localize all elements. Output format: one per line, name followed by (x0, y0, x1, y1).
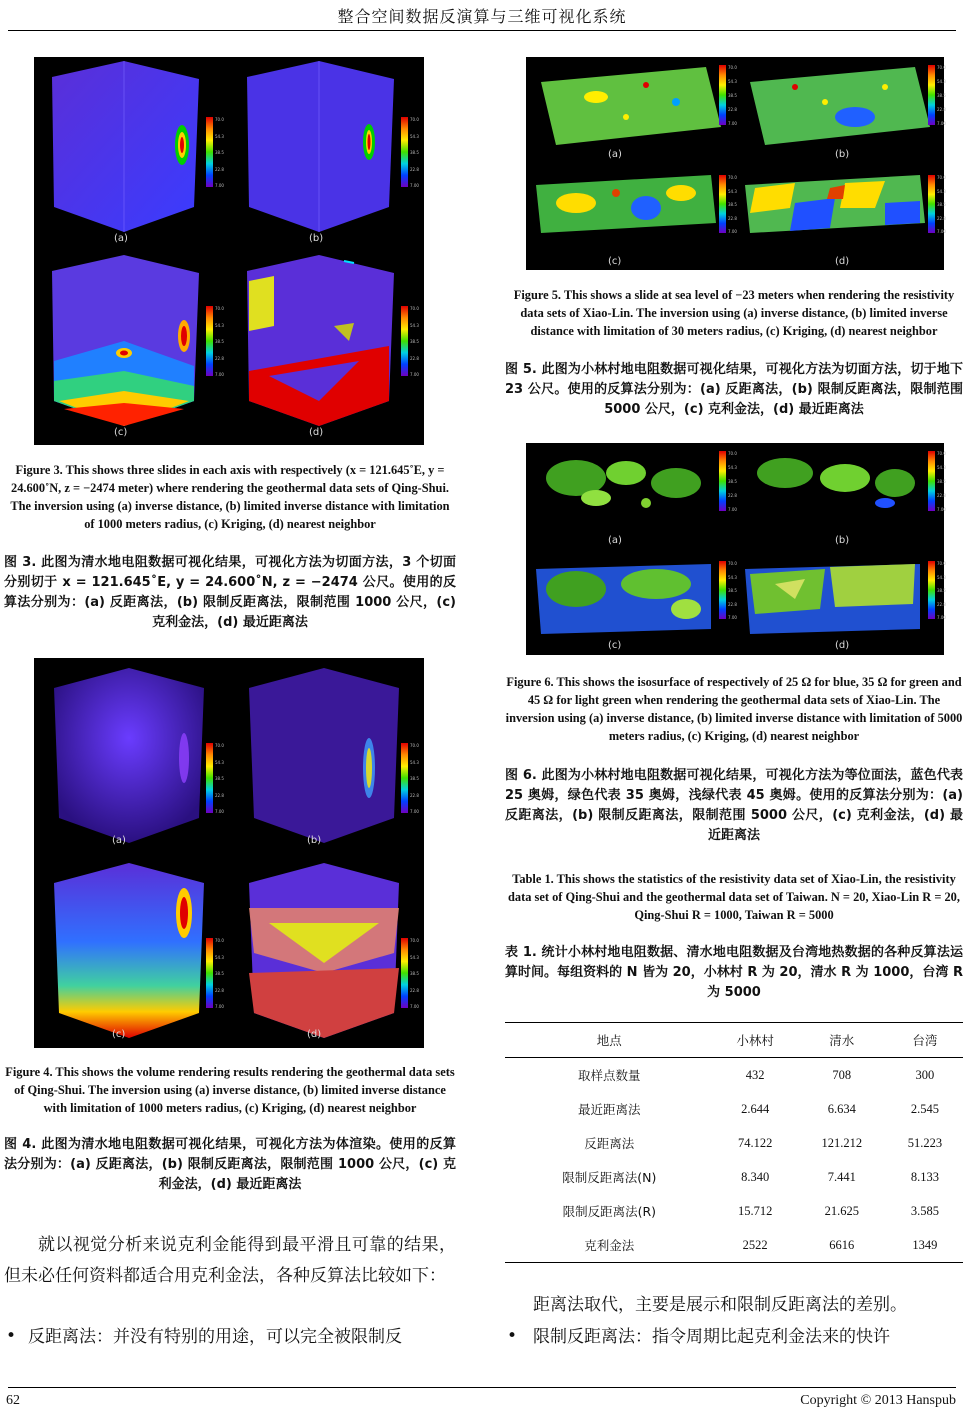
colorbar-tick-label: 54.3 (410, 759, 419, 765)
table-header-cell: 地点 (505, 1023, 714, 1058)
colorbar-tick-label: 7.00 (410, 809, 419, 814)
table-row (505, 1228, 963, 1263)
figure-5a-render (526, 57, 735, 163)
header-rule (8, 30, 956, 31)
figure-3d-render (229, 251, 424, 445)
figure-3c-label: (c) (114, 427, 128, 438)
figure-3b-cube (229, 57, 424, 251)
colorbar-tick-label: 38.5 (215, 339, 224, 344)
table-1-caption-zh: 表 1. 统计小林村地电阻数据、清水地电阻数据及台湾地热数据的各种反算法运算时间。每组资料的 N 皆为 20，小林村 R 为 20，清水 R 为 1000，台湾 R 为 5000 (505, 945, 963, 1000)
colorbar-tick-label: 54.3 (215, 954, 224, 960)
colorbar-tick-label: 38.5 (728, 93, 737, 98)
figure-6c-isosurface (526, 549, 735, 655)
figure-5-caption-en: Figure 5. This shows a slide at sea level of −23 meters when rendering the resistivity data sets of Xiao-Lin. The inversion using (a) inverse distance, (b) limited inverse distance with limitation of 30 meters radius, (c) Kriging, (d) nearest neighbor (513, 288, 955, 338)
colorbar-tick-label: 38.5 (728, 202, 737, 207)
table-cell: 51.223 (907, 1135, 943, 1150)
figure-5a-slice (526, 57, 735, 163)
figure-5b-label: (b) (835, 149, 850, 160)
table-cell: 15.712 (737, 1203, 773, 1218)
colorbar-tick-label: 22.8 (410, 355, 419, 361)
colorbar-tick-label: 54.3 (937, 79, 946, 84)
colorbar-tick-label: 22.8 (215, 355, 224, 361)
colorbar-tick-label: 38.5 (410, 150, 419, 155)
colorbar-tick-label: 54.3 (215, 133, 224, 139)
colorbar-tick-label: 38.5 (215, 776, 224, 781)
colorbar-tick-label: 54.3 (728, 574, 737, 580)
colorbar-tick-label: 22.8 (410, 166, 419, 172)
colorbar-tick-label: 7.00 (937, 121, 946, 126)
figure-3c-cube (34, 251, 229, 445)
colorbar-tick-label: 7.00 (215, 372, 224, 377)
figure-5-image (526, 57, 944, 270)
colorbar-tick-label: 38.5 (215, 971, 224, 976)
table-cell: 6.634 (827, 1101, 856, 1116)
colorbar-tick-label: 22.8 (937, 107, 946, 112)
colorbar-tick-label: 54.3 (410, 322, 419, 328)
colorbar-tick-label: 70.0 (937, 451, 946, 456)
table-cell: 432 (745, 1067, 765, 1082)
figure-4a-volume (34, 658, 229, 853)
colorbar-tick-label: 7.00 (937, 229, 946, 234)
table-cell: 反距离法 (584, 1136, 635, 1151)
colorbar-tick-label: 38.5 (937, 93, 946, 98)
colorbar-tick-label: 22.8 (410, 792, 419, 798)
figure-3a-render (34, 57, 229, 251)
table-cell: 限制反距离法(R) (562, 1204, 657, 1219)
colorbar-tick-label: 7.00 (410, 1004, 419, 1009)
table-header-row (505, 1023, 963, 1058)
figure-5d-label: (d) (835, 256, 850, 267)
right-bullet-marker: • (507, 1326, 518, 1346)
colorbar-tick-label: 7.00 (410, 372, 419, 377)
colorbar-tick-label: 7.00 (215, 1004, 224, 1009)
colorbar-tick-label: 70.0 (410, 743, 419, 748)
colorbar-tick-label: 70.0 (410, 306, 419, 311)
colorbar-tick-label: 38.5 (410, 339, 419, 344)
figure-3b-label: (b) (309, 233, 324, 244)
table-1 (505, 1022, 963, 1263)
figure-3a-cube (34, 57, 229, 251)
copyright: Copyright © 2013 Hanspub (800, 1393, 956, 1408)
table-1-caption-en: Table 1. This shows the statistics of the resistivity data set of Xiao-Lin, the resistivity data set of Qing-Shui and the geothermal data set of Taiwan. N = 20, Xiao-Lin R = 20, Qing-Shui R = 1000, Taiwan R = 5000 (508, 872, 960, 922)
colorbar-tick-label: 70.0 (215, 306, 224, 311)
colorbar-tick-label: 70.0 (937, 65, 946, 70)
figure-4c-render (34, 853, 229, 1048)
page-number: 62 (6, 1393, 20, 1408)
figure-4-caption-zh: 图 4. 此图为清水地电阻数据可视化结果，可视化方法为体渲染。使用的反算法分别为：(a) 反距离法，(b) 限制反距离法，限制范围 1000 公尺，(c) 克利金法，(d) 最近距离法 (4, 1137, 456, 1192)
figure-4b-label: (b) (307, 835, 322, 846)
table-cell: 1349 (887, 1228, 963, 1263)
table-cell: 3.585 (910, 1203, 939, 1218)
colorbar-tick-label: 22.8 (937, 601, 946, 607)
colorbar-tick-label: 7.00 (937, 615, 946, 620)
colorbar-tick-label: 22.8 (215, 166, 224, 172)
table-cell: 708 (832, 1067, 852, 1082)
figure-5c-label: (c) (608, 256, 622, 267)
figure-6-caption-en: Figure 6. This shows the isosurface of respectively of 25 Ω for blue, 35 Ω for green and 45 Ω for light green when rendering the geothermal data sets of Xiao-Lin. The inversion using (a) inverse distance, (b) limited inverse distance with limitation of 5000 meters radius, (c) Kriging, (d) nearest neighbor (505, 675, 963, 743)
table-row (505, 1092, 963, 1126)
figure-4b-volume (229, 658, 424, 853)
colorbar-tick-label: 70.0 (937, 561, 946, 566)
table-cell: 8.340 (741, 1169, 770, 1184)
colorbar-tick-label: 54.3 (728, 79, 737, 84)
figure-6-image (526, 443, 944, 655)
figure-3d-label: (d) (309, 427, 324, 438)
table-header-cell: 台湾 (887, 1023, 963, 1058)
colorbar-tick-label: 70.0 (937, 175, 946, 180)
colorbar-tick-label: 70.0 (215, 938, 224, 943)
colorbar-tick-label: 38.5 (937, 479, 946, 484)
figure-4c-volume (34, 853, 229, 1048)
colorbar-tick-label: 70.0 (728, 561, 737, 566)
colorbar-tick-label: 38.5 (410, 971, 419, 976)
table-cell: 74.122 (737, 1135, 773, 1150)
table-row (505, 1194, 963, 1228)
figure-5d-render (735, 163, 944, 270)
colorbar-tick-label: 22.8 (937, 215, 946, 221)
table-cell: 最近距离法 (578, 1102, 641, 1117)
figure-5-caption-zh: 图 5. 此图为小林村地电阻数据可视化结果，可视化方法为切面方法，切于地下 23 公尺。使用的反算法分别为：(a) 反距离法，(b) 限制反距离法，限制范围 5000 公尺，(c) 克利金法，(d) 最近距离法 (505, 362, 963, 417)
colorbar-tick-label: 54.3 (728, 465, 737, 470)
colorbar-tick-label: 7.00 (728, 615, 737, 620)
figure-5a-label: (a) (608, 149, 622, 160)
table-cell: 21.625 (824, 1203, 859, 1218)
colorbar-tick-label: 70.0 (410, 938, 419, 943)
figure-4d-render (229, 853, 424, 1048)
colorbar-tick-label: 7.00 (937, 507, 946, 512)
figure-4-image (34, 658, 424, 1048)
figure-4c-label: (c) (112, 1029, 126, 1040)
figure-5b-slice (735, 57, 944, 163)
figure-5c-render (526, 163, 735, 270)
colorbar-tick-label: 54.3 (410, 954, 419, 960)
figure-5d-slice (735, 163, 944, 270)
right-body-paragraph: 距离法取代，主要是展示和限制反距离法的差别。 (533, 1295, 907, 1315)
table-cell: 2.545 (910, 1101, 939, 1116)
table-cell: 300 (915, 1067, 935, 1082)
left-bullet-marker: • (6, 1326, 17, 1346)
footer-rule (8, 1387, 956, 1388)
colorbar-tick-label: 70.0 (728, 175, 737, 180)
figure-3c-render (34, 251, 229, 445)
table-row (505, 1160, 963, 1194)
figure-6b-label: (b) (835, 535, 850, 546)
colorbar-tick-label: 38.5 (937, 588, 946, 593)
table-cell: 8.133 (910, 1169, 939, 1184)
figure-6d-label: (d) (835, 640, 850, 651)
figure-4d-volume (229, 853, 424, 1048)
figure-5b-render (735, 57, 944, 163)
figure-6c-label: (c) (608, 640, 622, 651)
colorbar-tick-label: 22.8 (215, 987, 224, 993)
figure-4d-label: (d) (307, 1029, 322, 1040)
table-cell: 7.441 (827, 1169, 856, 1184)
colorbar-tick-label: 38.5 (728, 588, 737, 593)
colorbar-tick-label: 70.0 (215, 743, 224, 748)
figure-4-caption-en: Figure 4. This shows the volume rendering results rendering the geothermal data sets of Qing-Shui. The inversion using (a) inverse distance, (b) limited inverse distance with limitation of 1000 meters radius, (c) Kriging, (d) nearest neighbor (5, 1065, 455, 1115)
colorbar-tick-label: 54.3 (728, 188, 737, 194)
colorbar-tick-label: 54.3 (215, 759, 224, 765)
colorbar-tick-label: 7.00 (410, 183, 419, 188)
figure-6b-render (735, 443, 944, 549)
table-row (505, 1058, 963, 1093)
right-bullet-text: 限制反距离法：指令周期比起克利金法来的快许 (533, 1327, 890, 1347)
table-cell: 2522 (714, 1228, 797, 1263)
figure-5c-slice (526, 163, 735, 270)
colorbar-tick-label: 38.5 (215, 150, 224, 155)
table-cell: 限制反距离法(N) (562, 1170, 657, 1185)
left-bullet-text: 反距离法：并没有特别的用途，可以完全被限制反 (28, 1327, 402, 1347)
figure-6a-render (526, 443, 735, 549)
figure-3-caption-en: Figure 3. This shows three slides in each axis with respectively (x = 121.645˚E, y = 24.600˚N, z = −2474 meter) where rendering the geothermal data sets of Qing-Shui. The inversion using (a) inverse distance, (b) limited inverse distance with limitation of 1000 meters radius, (c) Kriging, (d) nearest neighbor (10, 463, 450, 531)
figure-4a-label: (a) (112, 835, 126, 846)
colorbar-tick-label: 54.3 (215, 322, 224, 328)
colorbar-tick-label: 7.00 (728, 507, 737, 512)
figure-3d-cube (229, 251, 424, 445)
table-cell: 2.644 (741, 1101, 770, 1116)
colorbar-tick-label: 22.8 (728, 215, 737, 221)
colorbar-tick-label: 70.0 (728, 451, 737, 456)
table-cell: 6616 (797, 1228, 887, 1263)
colorbar-tick-label: 22.8 (728, 493, 737, 498)
colorbar-tick-label: 22.8 (410, 987, 419, 993)
colorbar-tick-label: 54.3 (410, 133, 419, 139)
colorbar-tick-label: 38.5 (410, 776, 419, 781)
figure-6d-render (735, 549, 944, 655)
table-cell: 克利金法 (505, 1228, 714, 1263)
colorbar-tick-label: 22.8 (728, 107, 737, 112)
figure-4a-render (34, 658, 229, 853)
left-body-paragraph: 就以视觉分析来说克利金能得到最平滑且可靠的结果，但未必任何资料都适合用克利金法，各种反算法比较如下： (4, 1235, 456, 1286)
figure-6b-isosurface (735, 443, 944, 549)
colorbar-tick-label: 22.8 (728, 601, 737, 607)
colorbar-tick-label: 70.0 (410, 117, 419, 122)
colorbar-tick-label: 22.8 (215, 792, 224, 798)
colorbar-tick-label: 22.8 (937, 493, 946, 498)
colorbar-tick-label: 54.3 (937, 188, 946, 194)
colorbar-tick-label: 38.5 (937, 202, 946, 207)
figure-6a-label: (a) (608, 535, 622, 546)
figure-3-image (34, 57, 424, 445)
colorbar-tick-label: 7.00 (728, 121, 737, 126)
table-header-cell: 清水 (797, 1023, 887, 1058)
colorbar-tick-label: 7.00 (728, 229, 737, 234)
colorbar-tick-label: 54.3 (937, 574, 946, 580)
figure-3b-render (229, 57, 424, 251)
table-cell: 121.212 (821, 1135, 863, 1150)
figure-4b-render (229, 658, 424, 853)
colorbar-tick-label: 54.3 (937, 465, 946, 470)
figure-3a-label: (a) (114, 233, 128, 244)
colorbar-tick-label: 70.0 (728, 65, 737, 70)
table-cell: 取样点数量 (578, 1068, 641, 1083)
colorbar-tick-label: 7.00 (215, 183, 224, 188)
figure-6-caption-zh: 图 6. 此图为小林村地电阻数据可视化结果，可视化方法为等位面法，蓝色代表 25 奥姆，绿色代表 35 奥姆，浅绿代表 45 奥姆。使用的反算法分别为：(a) 反距离法，(b) 限制反距离法，限制范围 5000 公尺，(c) 克利金法，(d) 最近距离法 (505, 768, 963, 843)
colorbar-tick-label: 7.00 (215, 809, 224, 814)
figure-3-caption-zh: 图 3. 此图为清水地电阻数据可视化结果，可视化方法为切面方法，3 个切面分别切于 x = 121.645˚E, y = 24.600˚N, z = −2474 公尺。使用的反算法分别为：(a) 反距离法，(b) 限制反距离法，限制范围 1000 公尺，(c) 克利金法，(d) 最近距离法 (4, 555, 456, 630)
running-header: 整合空间数据反演算与三维可视化系统 (337, 7, 627, 26)
colorbar-tick-label: 70.0 (215, 117, 224, 122)
table-header-cell: 小林村 (714, 1023, 797, 1058)
figure-6a-isosurface (526, 443, 735, 549)
table-row (505, 1126, 963, 1160)
figure-6c-render (526, 549, 735, 655)
colorbar-tick-label: 38.5 (728, 479, 737, 484)
